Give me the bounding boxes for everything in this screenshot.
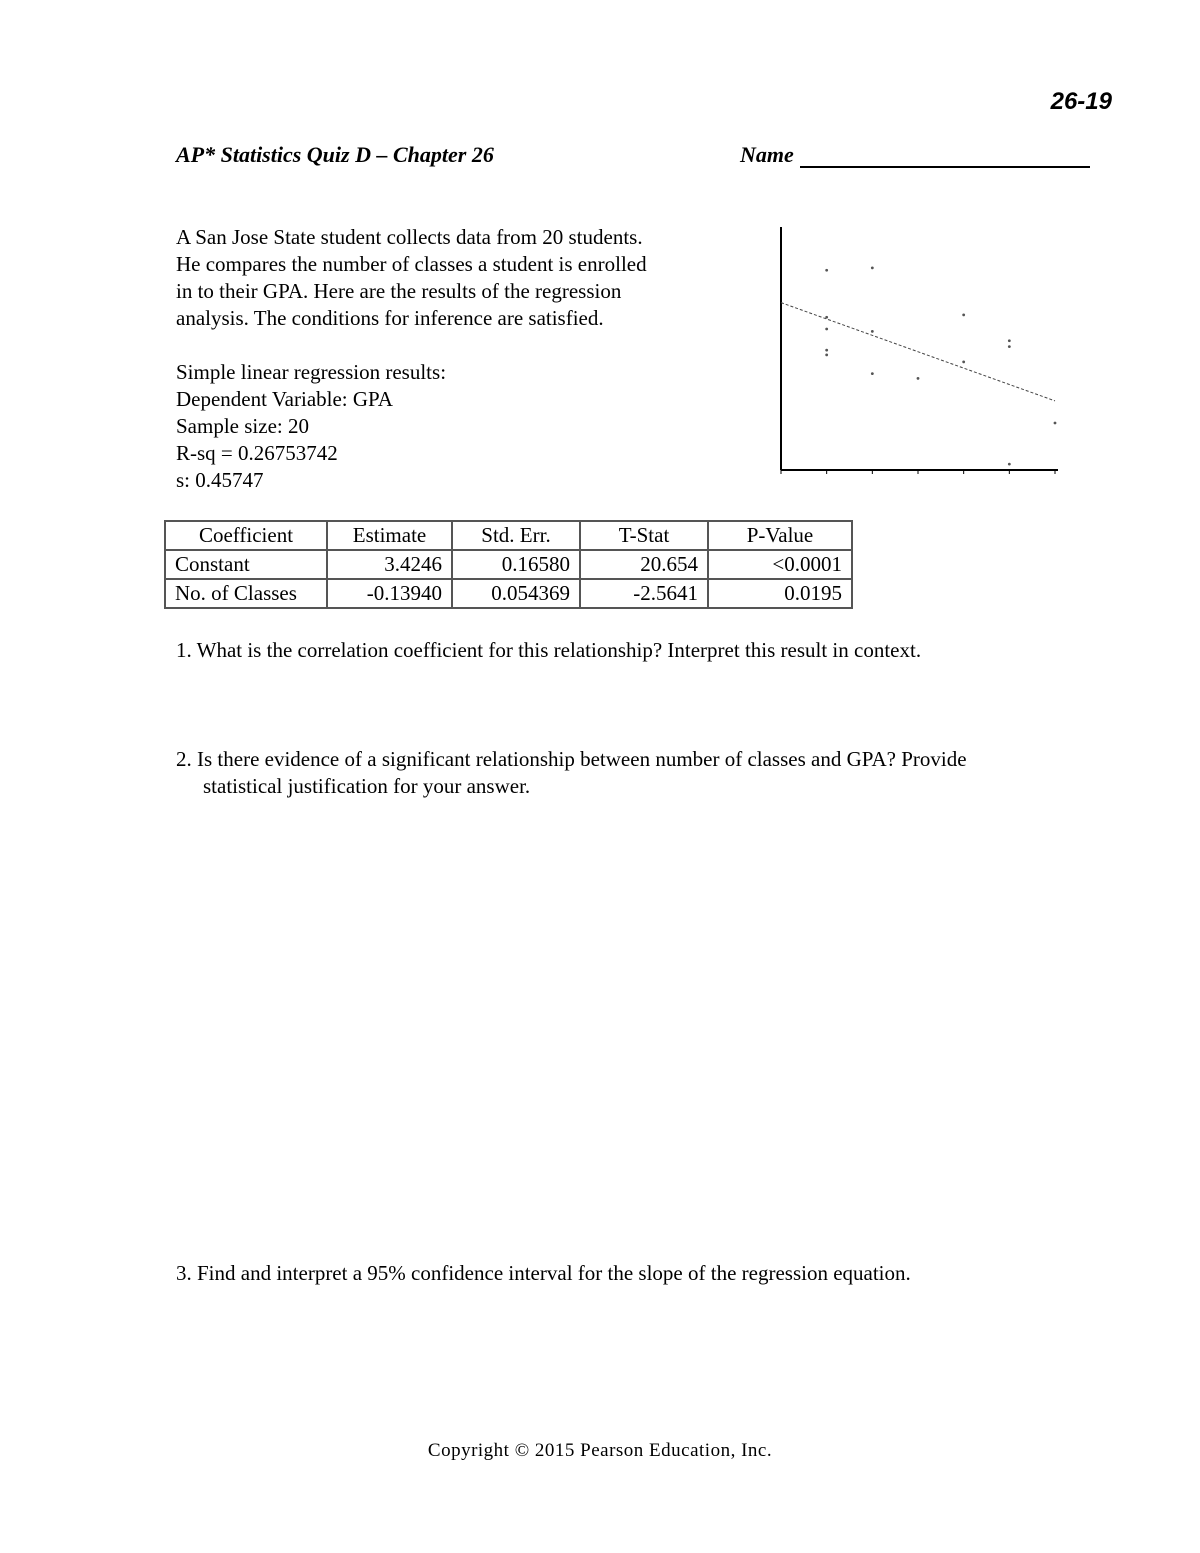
sample-size: Sample size: 20: [176, 414, 309, 438]
table-cell: 0.054369: [452, 579, 580, 608]
data-point: [962, 314, 965, 317]
intro-line: He compares the number of classes a student is enrolled: [176, 252, 647, 276]
name-blank-line[interactable]: [800, 146, 1090, 168]
intro-paragraph: [176, 224, 736, 332]
column-header: Coefficient: [165, 521, 327, 550]
intro-line: A San Jose State student collects data from 20 students.: [176, 225, 643, 249]
table-cell: No. of Classes: [165, 579, 327, 608]
name-label: Name: [740, 142, 794, 167]
scatter-plot: [760, 205, 1070, 495]
data-point: [917, 377, 920, 380]
question-2-line: statistical justification for your answer.: [203, 774, 531, 798]
table-header-row: [165, 521, 852, 550]
data-point: [871, 267, 874, 270]
question-2-line: 2. Is there evidence of a significant relationship between number of classes and GPA? Provide: [176, 747, 967, 771]
page-number: 26-19: [1050, 88, 1112, 115]
quiz-title: AP* Statistics Quiz D – Chapter 26: [176, 142, 494, 167]
data-point: [825, 353, 828, 356]
data-point: [962, 361, 965, 364]
data-point: [1054, 422, 1057, 425]
table-row: [165, 579, 852, 608]
data-point: [1008, 345, 1011, 348]
column-header: P-Value: [708, 521, 852, 550]
data-point: [825, 349, 828, 352]
table-cell: -2.5641: [580, 579, 708, 608]
column-header: Std. Err.: [452, 521, 580, 550]
results-heading: Simple linear regression results:: [176, 360, 447, 384]
column-header: T-Stat: [580, 521, 708, 550]
table-row: [165, 550, 852, 579]
question-3: 3. Find and interpret a 95% confidence interval for the slope of the regression equation.: [176, 1261, 911, 1285]
data-point: [1008, 339, 1011, 342]
table-cell: <0.0001: [708, 550, 852, 579]
table-cell: 0.0195: [708, 579, 852, 608]
table-cell: Constant: [165, 550, 327, 579]
data-point: [871, 372, 874, 375]
table-cell: 3.4246: [327, 550, 452, 579]
table-cell: 20.654: [580, 550, 708, 579]
regression-line: [781, 303, 1055, 401]
r-squared: R-sq = 0.26753742: [176, 441, 338, 465]
data-point: [825, 328, 828, 331]
data-point: [825, 269, 828, 272]
table-cell: 0.16580: [452, 550, 580, 579]
copyright-notice: Copyright © 2015 Pearson Education, Inc.: [427, 1440, 773, 1461]
data-point: [1008, 463, 1011, 466]
column-header: Estimate: [327, 521, 452, 550]
std-error-s: s: 0.45747: [176, 468, 264, 492]
dependent-variable: Dependent Variable: GPA: [176, 387, 393, 411]
question-2: [176, 746, 1076, 800]
question-1: 1. What is the correlation coefficient for this relationship? Interpret this result in context.: [176, 638, 922, 662]
intro-line: analysis. The conditions for inference are satisfied.: [176, 306, 604, 330]
regression-table: [164, 520, 853, 609]
intro-line: in to their GPA. Here are the results of the regression: [176, 279, 622, 303]
data-point: [825, 316, 828, 319]
data-point: [871, 330, 874, 333]
regression-results: [176, 359, 736, 494]
table-cell: -0.13940: [327, 579, 452, 608]
name-field[interactable]: [740, 142, 1090, 168]
